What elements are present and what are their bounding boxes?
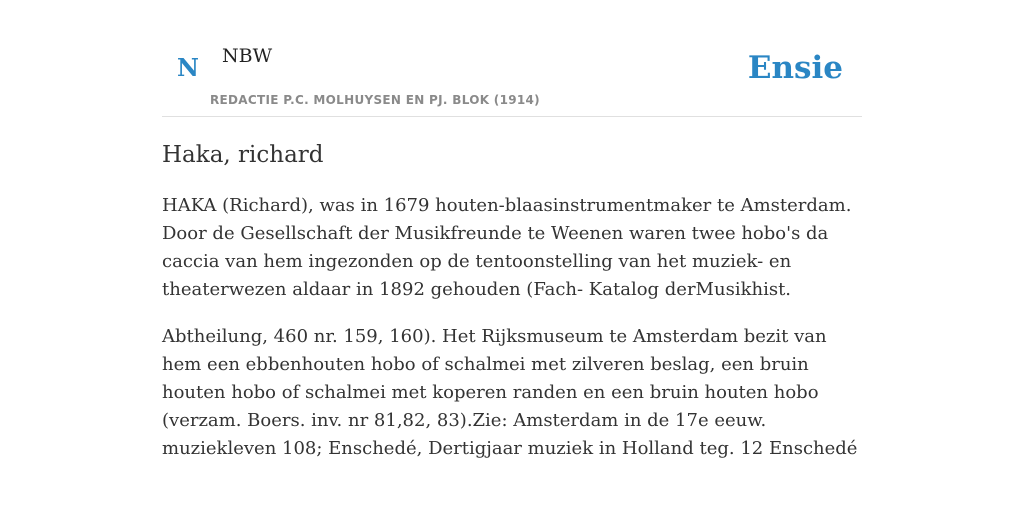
article-paragraph: HAKA (Richard), was in 1679 houten-blaasinstrumentmaker te Amsterdam. Door de Gesellschaft der Musikfreunde te Weenen waren twee hobo's da caccia van hem ingezonden op de tentoonstelling van het muziek- en theaterwezen aldaar in 1892 gehouden (Fach- Katalog derMusikhist. xyxy=(162,195,852,300)
source-header xyxy=(162,0,862,117)
article-title: Haka, richard xyxy=(162,142,324,168)
source-editors: REDACTIE P.C. MOLHUYSEN EN PJ. BLOK (1914) xyxy=(210,93,540,107)
brand-logo-link[interactable]: Ensie xyxy=(747,50,843,86)
source-logo-letter: N xyxy=(177,53,199,82)
source-code: NBW xyxy=(222,45,273,67)
article-paragraph: Abtheilung, 460 nr. 159, 160). Het Rijksmuseum te Amsterdam bezit van hem een ebbenhouten hobo of schalmei met zilveren beslag, een bruin houten hobo of schalmei met koperen randen en een bruin houten hobo (verzam. Boers. inv. nr 81,82, 83).Zie: Amsterdam in de 17e eeuw. muziekleven 108; Enschedé, Dertigjaar muziek in Holland teg. 12 Enschedé xyxy=(162,326,858,459)
